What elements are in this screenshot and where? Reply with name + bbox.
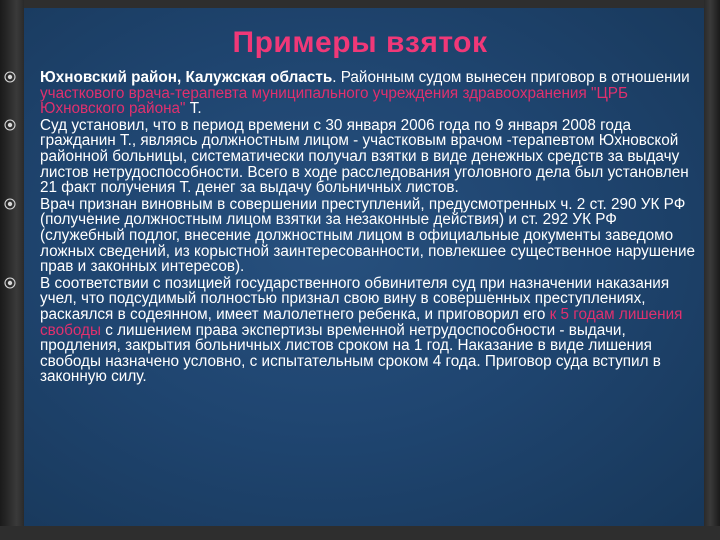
item-4-text: В соответствии с позицией государственного обвинителя суд при назначении наказания учел, что подсудимый полностью признал свою вину в совершенных преступлениях, раскаялся в содеянном, имеет малолетнего ребенка, и приговорил его <box>40 274 670 323</box>
slide-title: Примеры взяток <box>232 26 488 59</box>
frame-right <box>704 0 720 540</box>
frame-top <box>0 0 720 8</box>
list-item <box>40 197 698 275</box>
circled-dot-bullet-icon <box>4 71 16 83</box>
item-4-text-end: с лишением права экспертизы временной нетрудоспособности - выдачи, продления, закрытия больничных листов сроком на 1 год. Наказание в виде лишения свободы назначено условно, с испытательным сроком 4 года. Приговор суда вступил в законную силу. <box>40 321 661 386</box>
circled-dot-bullet-icon <box>4 198 16 210</box>
list-item <box>40 276 698 385</box>
item-1-bold: Юхновский район, Калужская область <box>40 69 333 86</box>
circled-dot-bullet-icon <box>4 277 16 289</box>
list-item <box>40 118 698 196</box>
item-1-text: . Районным судом вынесен приговор в отношении <box>332 69 690 86</box>
bullet-list <box>40 70 698 386</box>
frame-bottom <box>0 526 720 540</box>
circled-dot-bullet-icon <box>4 119 16 131</box>
item-1-highlight: участкового врача-терапевта муниципального учреждения здравоохранения "ЦРБ Юхновского района" <box>40 84 628 118</box>
item-3-text: Врач признан виновным в совершении преступлений, предусмотренных ч. 2 ст. 290 УК РФ (получение должностным лицом взятки за незаконные действия) и ст. 292 УК РФ (служебный подлог, внесение должностным лицом в официальные документы заведомо ложных сведений, из корыстной заинтересованности, повлекшее существенное нарушение прав и законных интересов). <box>40 195 696 276</box>
list-item <box>40 70 698 117</box>
item-4-highlight: к 5 годам лишения свободы <box>40 305 683 339</box>
item-1-text-end: Т. <box>185 100 202 118</box>
item-2-text: Суд установил, что в период времени с 30 января 2006 года по 9 января 2008 года гражданин Т., являясь должностным лицом - участковым врачом -терапевтом Юхновской районной больницы, систематически получал взятки в виде денежных средств за выдачу листов нетрудоспособности. Всего в ходе расследования уголовного дела был установлен 21 факт получения Т. денег за выдачу больничных листов. <box>40 116 689 197</box>
